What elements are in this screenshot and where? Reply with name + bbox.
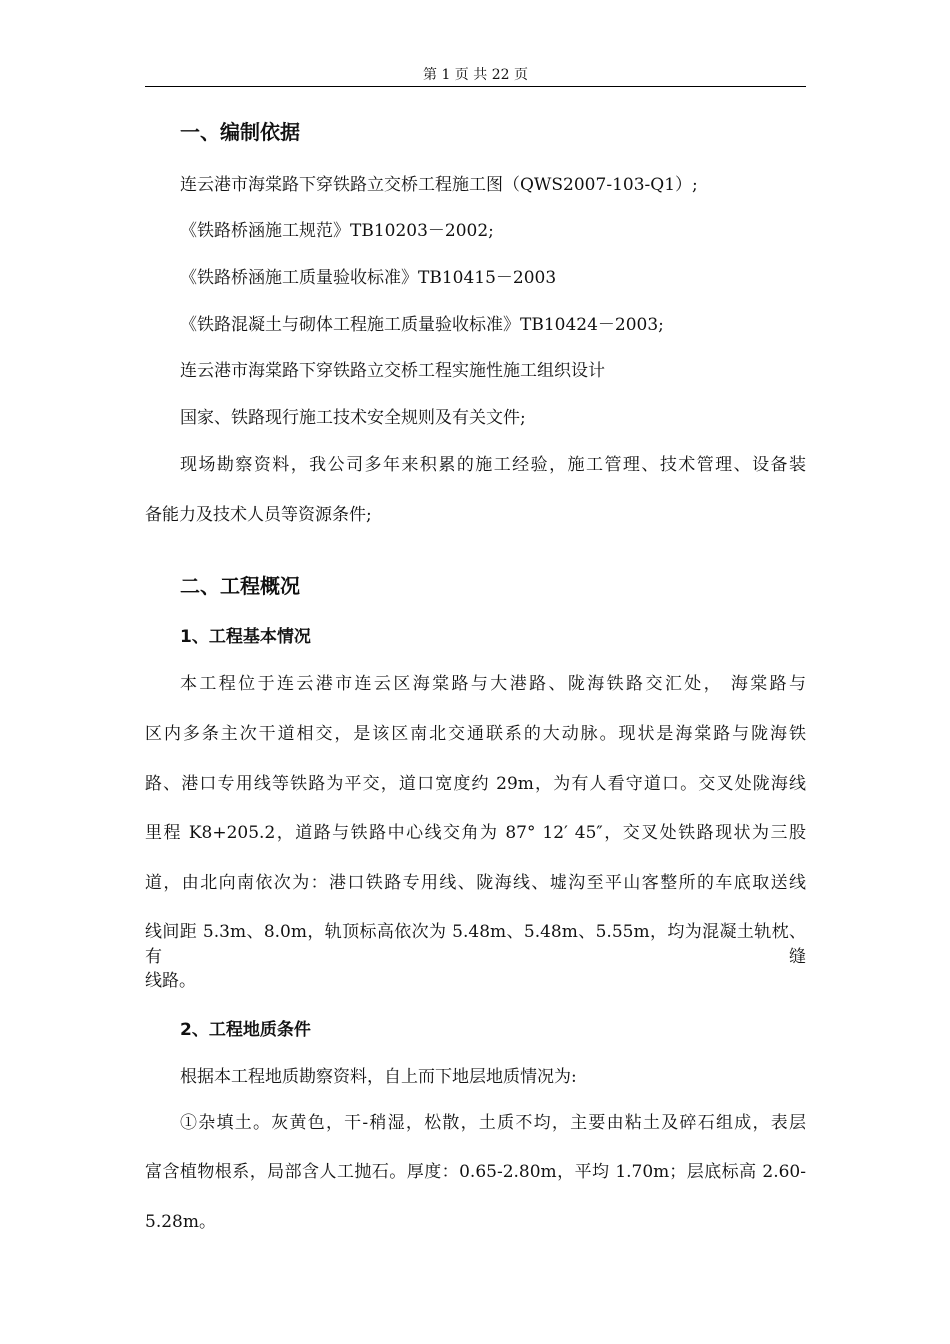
paragraph-line: ①杂填土。灰黄色，干-稍湿，松散，土质不均，主要由粘土及碎石组成，表层 <box>180 1113 806 1133</box>
paragraph-line: 道，由北向南依次为：港口铁路专用线、陇海线、墟沟至平山客整所的车底取送线 <box>145 873 806 893</box>
paragraph-line: 区内多条主次干道相交，是该区南北交通联系的大动脉。现状是海棠路与陇海铁 <box>145 724 806 744</box>
paragraph-line: 现场勘察资料，我公司多年来积累的施工经验，施工管理、技术管理、设备装 <box>180 455 806 475</box>
section-title-overview: 二、工程概况 <box>180 574 300 598</box>
paragraph-line: 路、港口专用线等铁路为平交，道口宽度约 29m，为有人看守道口。交叉处陇海线 <box>145 774 806 794</box>
paragraph-line: 备能力及技术人员等资源条件; <box>145 505 372 525</box>
paragraph-line: 根据本工程地质勘察资料，自上而下地层地质情况为: <box>180 1067 577 1087</box>
basis-item: 《铁路混凝土与砌体工程施工质量验收标准》TB10424－2003; <box>180 315 664 335</box>
paragraph-line: 线间距 5.3m、8.0m，轨顶标高依次为 5.48m、5.48m、5.55m，均为混凝土轨枕、有缝 <box>145 922 806 967</box>
paragraph-line: 5.28m。 <box>145 1212 216 1232</box>
subsection-title: 1、工程基本情况 <box>180 627 311 647</box>
paragraph-line: 线路。 <box>145 971 196 991</box>
subsection-title: 2、工程地质条件 <box>180 1020 311 1040</box>
header-divider <box>145 86 806 87</box>
section-title-basis: 一、编制依据 <box>180 120 300 144</box>
basis-item: 《铁路桥涵施工质量验收标准》TB10415－2003 <box>180 268 557 288</box>
page-indicator: 第 1 页 共 22 页 <box>423 67 528 83</box>
paragraph-line: 里程 K8+205.2，道路与铁路中心线交角为 87° 12′ 45″，交叉处铁路现状为三股 <box>145 823 806 843</box>
basis-item: 连云港市海棠路下穿铁路立交桥工程施工图（QWS2007-103-Q1）; <box>180 175 698 195</box>
basis-item: 《铁路桥涵施工规范》TB10203－2002; <box>180 221 494 241</box>
basis-item: 国家、铁路现行施工技术安全规则及有关文件; <box>180 408 526 428</box>
basis-item: 连云港市海棠路下穿铁路立交桥工程实施性施工组织设计 <box>180 361 605 381</box>
paragraph-line: 富含植物根系，局部含人工抛石。厚度：0.65-2.80m，平均 1.70m；层底标高 2.60- <box>145 1162 806 1182</box>
paragraph-line: 本工程位于连云港市连云区海棠路与大港路、陇海铁路交汇处， 海棠路与 <box>180 674 806 694</box>
